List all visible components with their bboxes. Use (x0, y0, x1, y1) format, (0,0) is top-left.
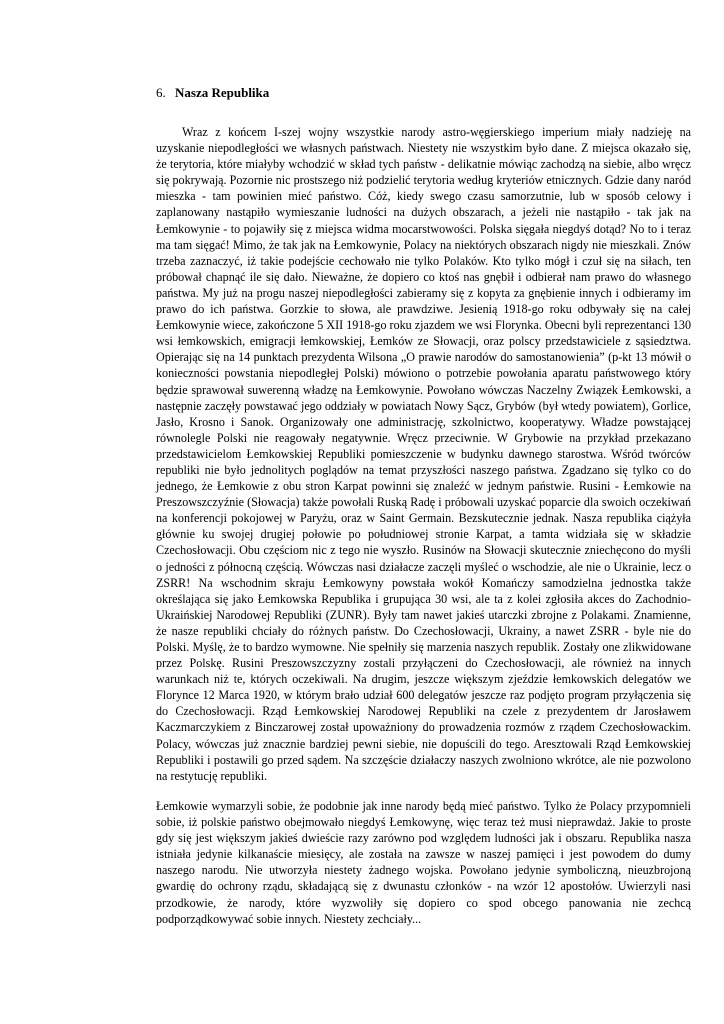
body-paragraph: Wraz z końcem I-szej wojny wszystkie narody astro-węgierskiego imperium miały nadzieję na uzyskanie niepodległości we własnych państwach. Niestety nie wszystkim było dane. Z miejsca okazało się, że terytoria, które miałyby wchodzić w skład tych państw - delikatnie mówiąc zachodzą na siebie, albo wręcz się pokrywają. Pozornie nic prostszego niż podzielić terytoria według kryteriów etnicznych. Gdzie dany naród mieszka - tam powinien mieć państwo. Cóż, kiedy swego czasu samorzutnie, lub w sposób celowy i zaplanowany nastąpiło wymieszanie ludności na dużych obszarach, a jeżeli nie nastąpiło - tak jak na Łemkowynie - to pojawiły się z miejsca widma mocarstwowości. Polska sięgała niegdyś dotąd? No to i teraz ma tam sięgać! Mimo, że tak jak na Łemkowynie, Polacy na niektórych obszarach nigdy nie mieszkali. Znów trzeba zaznaczyć, iż takie podejście cechowało nie tylko Polaków. Kto tylko mógł i czuł się na siłach, ten próbował chapnąć ile się dało. Nieważne, że dopiero co ktoś nas gnębił i odbierał nam prawo do własnego państwa. My już na progu naszej niepodległości zabieramy się z kopyta za gnębienie innych i odbieramy im prawo do ich państwa. Gorzkie to słowa, ale prawdziwe. Jesienią 1918-go roku odbywały się na całej Łemkowynie wiece, zakończone 5 XII 1918-go roku zjazdem we wsi Florynka. Obecni byli reprezentanci 130 wsi łemkowskich, emigracji łemkowskiej, Łemków ze Słowacji, oraz polscy przedstawiciele z sąsiedztwa. Opierając się na 14 punktach prezydenta Wilsona „O prawie narodów do samostanowienia” (p-kt 13 mówił o konieczności powstania niepodległej Polski) mówiono o potrzebie powołania aparatu państwowego który będzie sprawował suwerenną władzę na Łemkowynie. Powołano wówczas Naczelny Związek Łemkowski, a następnie zaczęły powstawać jego oddziały w powiatach Nowy Sącz, Grybów (był wtedy powiatem), Gorlice, Jasło, Krosno i Sanok. Organizowały one administrację, szkolnictwo, kooperatywy. Władze powstającej równolegle Polski nie reagowały negatywnie. Wręcz przeciwnie. W Grybowie na przykład przekazano przedstawicielom Łemkowskiej Republiki pomieszczenie w budynku dawnego starostwa. Wśród twórców republiki nie było jednolitych poglądów na temat przyszłości naszego państwa. Zgadzano się tylko co do jednego, że Łemkowie z obu stron Karpat powinni się znaleźć w jednym państwie. Rusini - Łemkowie na Preszowszczyźnie (Słowacja) także powołali Ruską Radę i próbowali uzyskać poparcie dla swoich oczekiwań na konferencji pokojowej w Paryżu, oraz w Saint Germain. Bezskutecznie jednak. Nasza republika ciążyła głównie ku swojej drugiej połowie po południowej stronie Karpat, a tamta widziała się w składzie Czechosłowacji. Obu częściom nic z tego nie wyszło. Rusinów na Słowacji skutecznie zniechęcono do myśli o jedności z północną częścią. Wówczas nasi działacze zaczęli myśleć o wschodzie, ale nie o Ukrainie, lecz o ZSRR! Na wschodnim skraju Łemkowyny powstała wokół Komańczy samodzielna jednostka także określająca się jako Łemkowska Republika i grupująca 30 wsi, ale ta z kolei zgłosiła akces do Zachodnio-Ukraińskiej Narodowej Republiki (ZUNR). Były tam nawet jakieś utarczki zbrojne z Polakami. Znamienne, że nasze republiki chciały do różnych państw. Do Czechosłowacji, Ukrainy, a nawet ZSRR - byle nie do Polski. Myślę, że to bardzo wymowne. Nie spełniły się marzenia naszych republik. Zostały one zlikwidowane przez Polskę. Rusini Preszowszczyzny zostali przyłączeni do Czechosłowacji, ale również na innych warunkach niż te, których oczekiwali. Na drugim, jeszcze większym zjeździe łemkowskich delegatów we Florynce 12 Marca 1920, w którym brało udział 600 delegatów jeszcze raz podjęto program przyłączenia się do Czechosłowacji. Rząd Łemkowskiej Narodowej Republiki na czele z prezydentem dr Jarosławem Kaczmarczykiem z Binczarowej został upoważniony do prowadzenia rozmów z rządem Czechosłowackim. Polacy, wówczas już znacznie bardziej pewni siebie, nie dopuścili do tego. Aresztowali Rząd Łemkowskiej Republiki i postawili go przed sądem. Na szczęście działaczy naszych zwolniono wkrótce, ale nie pozwolono na restytucję republiki. (156, 125, 691, 783)
body-paragraph: Łemkowie wymarzyli sobie, że podobnie jak inne narody będą mieć państwo. Tylko że Polacy przypomnieli sobie, iż polskie państwo obejmowało niegdyś Łemkowynę, więc teraz też musi nieprawdaż. Jakie to proste gdy się jest większym jakieś dwieście razy zarówno pod względem ludności jak i obszaru. Republika nasza istniała jedynie kilkanaście miesięcy, ale została na zawsze w naszej pamięci i jest powodem do dumy naszego narodu. Nie utworzyła niestety żadnego wojska. Powołano jedynie symboliczną, nieuzbrojoną gwardię do ochrony rządu, składającą się z dwunastu członków - na wzór 12 apostołów. Uwierzyli nasi przodkowie, że narody, które wyzwoliły się dopiero co spod obcego panowania nie zechcą podporządkowywać sobie innych. Niestety zechciały... (156, 799, 691, 926)
section-heading (156, 85, 269, 101)
section-title: Nasza Republika (175, 85, 270, 100)
section-number: 6. (156, 85, 166, 100)
